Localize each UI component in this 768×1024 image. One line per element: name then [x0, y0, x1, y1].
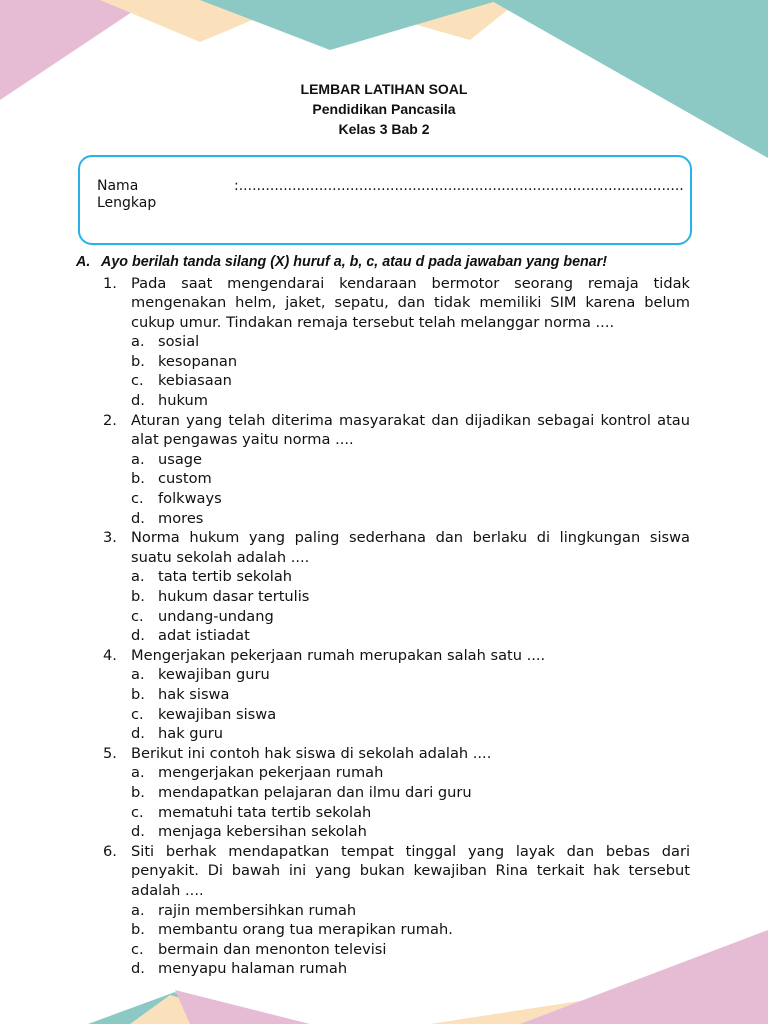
- answer-option[interactable]: [131, 352, 690, 372]
- answer-option[interactable]: [131, 705, 690, 725]
- option-letter: d.: [131, 509, 145, 527]
- option-text: hak guru: [158, 725, 224, 743]
- question-number: 2.: [103, 411, 117, 429]
- option-letter: c.: [131, 940, 144, 958]
- worksheet-header: [0, 79, 768, 139]
- option-text: adat istiadat: [158, 627, 250, 645]
- question-item: [76, 842, 690, 979]
- question-text: Norma hukum yang paling sederhana dan berlaku di lingkungan siswa suatu sekolah adalah ....: [131, 529, 690, 566]
- class-chapter-title: Kelas 3 Bab 2: [338, 121, 430, 137]
- answer-option[interactable]: [131, 469, 690, 489]
- answer-option[interactable]: [131, 803, 690, 823]
- option-letter: d.: [131, 392, 145, 410]
- answer-option[interactable]: [131, 685, 690, 705]
- answer-option[interactable]: [131, 626, 690, 646]
- option-letter: d.: [131, 960, 145, 978]
- option-text: custom: [158, 470, 212, 488]
- section-marker: A.: [76, 254, 91, 270]
- option-letter: c.: [131, 372, 144, 390]
- question-item: [76, 411, 690, 529]
- answer-option[interactable]: [131, 567, 690, 587]
- option-text: usage: [158, 450, 203, 468]
- option-letter: b.: [131, 588, 145, 605]
- answer-option[interactable]: [131, 391, 690, 411]
- answer-option[interactable]: [131, 920, 690, 940]
- corner-shape-pink: [175, 990, 310, 1024]
- question-item: [76, 274, 690, 411]
- question-number: 4.: [103, 646, 117, 664]
- option-text: kewajiban siswa: [158, 705, 277, 723]
- name-fill-line[interactable]: :....................................................................................................: [234, 178, 684, 194]
- option-text: undang-undang: [158, 607, 274, 625]
- option-text: kebiasaan: [158, 372, 232, 390]
- option-letter: a.: [131, 666, 145, 684]
- answer-option[interactable]: [131, 763, 690, 783]
- question-number: 3.: [103, 529, 117, 547]
- answer-option[interactable]: [131, 371, 690, 391]
- question-text: Pada saat mengendarai kendaraan bermotor seorang remaja tidak mengenakan helm, jaket, sepatu, dan tidak memiliki SIM karena belum cukup umur. Tindakan remaja tersebut telah melanggar norma ....: [131, 274, 690, 331]
- option-text: hak siswa: [158, 685, 230, 703]
- answer-option[interactable]: [131, 822, 690, 842]
- option-letter: b.: [131, 685, 145, 703]
- option-text: mengerjakan pekerjaan rumah: [158, 764, 384, 782]
- option-text: hukum dasar tertulis: [158, 588, 310, 605]
- option-letter: c.: [131, 607, 144, 625]
- question-section: [76, 253, 690, 979]
- option-letter: a.: [131, 764, 145, 782]
- option-letter: d.: [131, 627, 145, 645]
- question-text: Siti berhak mendapatkan tempat tinggal yang layak dan bebas dari penyakit. Di bawah ini yang bukan kewajiban Rina terkait hak tersebut adalah ....: [131, 842, 690, 899]
- option-text: kewajiban guru: [158, 666, 270, 684]
- option-letter: a.: [131, 450, 145, 468]
- option-letter: b.: [131, 783, 145, 801]
- subject-title: Pendidikan Pancasila: [312, 101, 456, 117]
- question-list: [76, 274, 690, 979]
- question-number: 1.: [103, 274, 117, 292]
- answer-option[interactable]: [131, 940, 690, 960]
- question-number: 5.: [103, 744, 117, 762]
- answer-option[interactable]: [131, 450, 690, 470]
- option-text: menjaga kebersihan sekolah: [158, 823, 367, 841]
- name-label: Nama Lengkap: [97, 178, 157, 211]
- option-text: folkways: [158, 490, 222, 508]
- option-letter: c.: [131, 705, 144, 723]
- option-letter: c.: [131, 803, 144, 821]
- option-letter: b.: [131, 352, 145, 370]
- name-box: [78, 155, 692, 245]
- worksheet-title: LEMBAR LATIHAN SOAL: [300, 81, 468, 97]
- answer-option[interactable]: [131, 489, 690, 509]
- question-number: 6.: [103, 842, 117, 860]
- answer-option[interactable]: [131, 607, 690, 627]
- answer-option[interactable]: [131, 332, 690, 352]
- section-instruction: [76, 253, 690, 273]
- option-text: bermain dan menonton televisi: [158, 940, 387, 958]
- option-text: mendapatkan pelajaran dan ilmu dari guru: [158, 783, 472, 801]
- question-text: Mengerjakan pekerjaan rumah merupakan salah satu ....: [131, 646, 546, 664]
- option-text: hukum: [158, 392, 208, 410]
- answer-option[interactable]: [131, 783, 690, 803]
- option-text: rajin membersihkan rumah: [158, 901, 357, 919]
- answer-option[interactable]: [131, 959, 690, 979]
- option-text: menyapu halaman rumah: [158, 960, 348, 978]
- option-text: kesopanan: [158, 352, 238, 370]
- option-letter: c.: [131, 490, 144, 508]
- option-letter: a.: [131, 568, 145, 586]
- option-text: sosial: [158, 333, 200, 351]
- instruction-text: Ayo berilah tanda silang (X) huruf a, b, c, atau d pada jawaban yang benar!: [101, 254, 608, 270]
- option-text: mematuhi tata tertib sekolah: [158, 803, 372, 821]
- option-letter: b.: [131, 470, 145, 488]
- option-letter: a.: [131, 333, 145, 351]
- answer-option[interactable]: [131, 901, 690, 921]
- question-item: [76, 528, 690, 646]
- answer-option[interactable]: [131, 724, 690, 744]
- option-letter: d.: [131, 725, 145, 743]
- question-text: Aturan yang telah diterima masyarakat dan dijadikan sebagai kontrol atau alat pengawas yaitu norma ....: [131, 411, 690, 449]
- answer-option[interactable]: [131, 509, 690, 529]
- option-text: mores: [158, 509, 204, 527]
- question-item: [76, 744, 690, 842]
- question-text: Berikut ini contoh hak siswa di sekolah adalah ....: [131, 744, 492, 762]
- option-text: membantu orang tua merapikan rumah.: [158, 921, 453, 939]
- option-text: tata tertib sekolah: [158, 568, 293, 586]
- question-item: [76, 646, 690, 744]
- option-letter: a.: [131, 901, 145, 919]
- answer-option[interactable]: [131, 665, 690, 685]
- option-letter: d.: [131, 823, 145, 841]
- answer-option[interactable]: [131, 587, 690, 607]
- option-letter: b.: [131, 921, 145, 939]
